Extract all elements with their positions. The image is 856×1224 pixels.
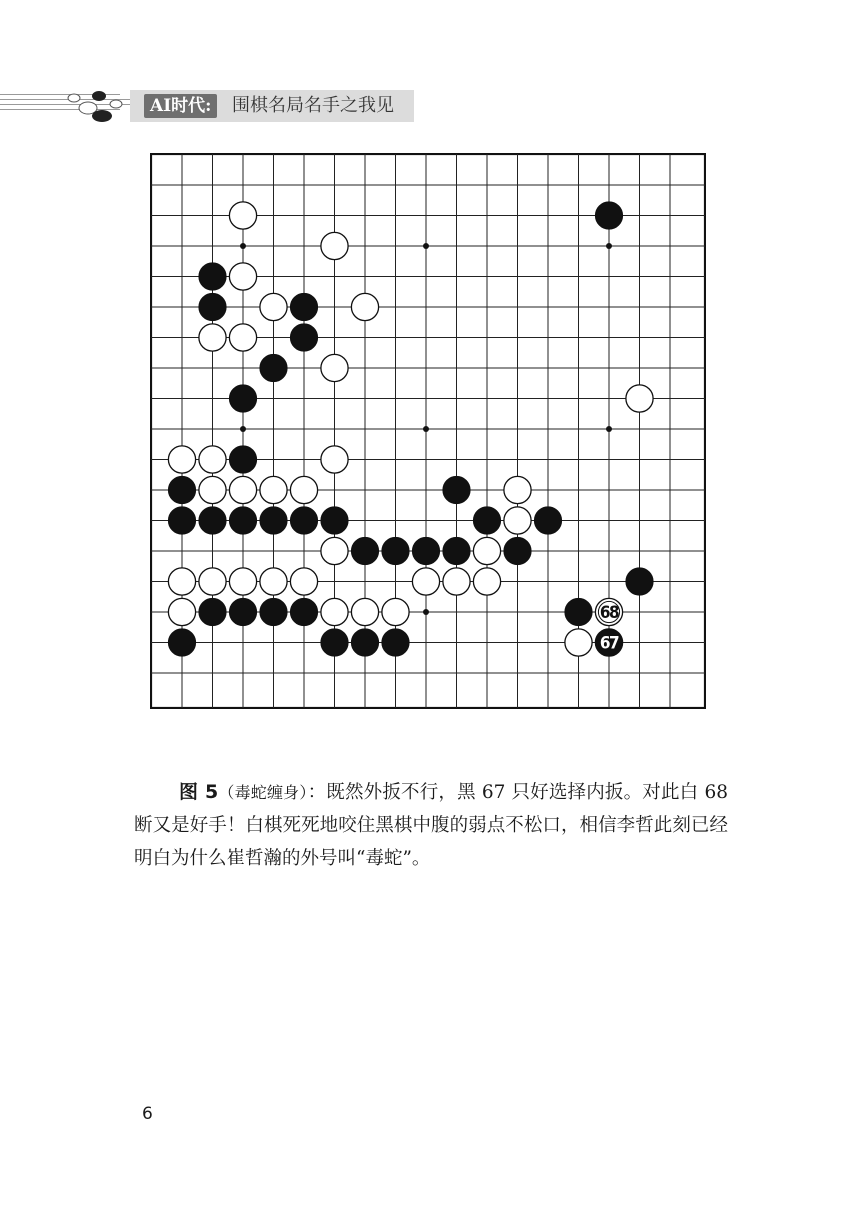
white-stone	[321, 446, 348, 473]
star-point	[423, 426, 429, 432]
black-stone	[412, 537, 439, 564]
white-stone	[260, 568, 287, 595]
black-stone	[351, 537, 378, 564]
white-stone	[229, 263, 256, 290]
black-stone	[290, 507, 317, 534]
white-stone	[229, 324, 256, 351]
white-stone	[412, 568, 439, 595]
black-stone	[199, 598, 226, 625]
black-stone	[229, 598, 256, 625]
black-stone	[382, 537, 409, 564]
move-number-label: 67	[599, 633, 619, 654]
black-stone	[565, 598, 592, 625]
white-stone	[199, 476, 226, 503]
white-stone	[199, 446, 226, 473]
black-stone	[321, 507, 348, 534]
white-stone	[321, 232, 348, 259]
black-stone	[321, 629, 348, 656]
black-stone	[229, 446, 256, 473]
white-stone	[199, 568, 226, 595]
white-stone	[199, 324, 226, 351]
white-stone	[321, 537, 348, 564]
white-stone	[168, 446, 195, 473]
black-stone	[351, 629, 378, 656]
go-stones-logo-icon	[58, 82, 138, 126]
white-stone	[351, 293, 378, 320]
black-stone	[168, 629, 195, 656]
black-stone	[473, 507, 500, 534]
black-stone	[260, 507, 287, 534]
header-badge: AI时代:	[144, 94, 217, 118]
star-point	[240, 426, 246, 432]
black-stone	[290, 324, 317, 351]
white-stone	[382, 598, 409, 625]
black-stone	[199, 293, 226, 320]
caption-body: ：既然外扳不行，黑 67 只好选择内扳。对此白 68 断又是好手！白棋死死地咬住黑棋中腹的弱点不松口，相信李哲此刻已经明白为什么崔哲瀚的外号叫“毒蛇”。	[134, 782, 728, 869]
star-point	[606, 243, 612, 249]
white-stone	[168, 568, 195, 595]
go-board-diagram	[150, 153, 706, 709]
white-stone	[229, 476, 256, 503]
black-stone	[290, 598, 317, 625]
go-board	[150, 153, 706, 709]
white-stone	[504, 476, 531, 503]
white-stone	[229, 202, 256, 229]
white-stone	[626, 385, 653, 412]
black-stone	[595, 202, 622, 229]
white-stone	[473, 537, 500, 564]
black-stone	[229, 507, 256, 534]
star-point	[423, 609, 429, 615]
white-stone	[504, 507, 531, 534]
white-stone	[168, 598, 195, 625]
book-title: 围棋名局名手之我见	[232, 95, 394, 116]
figure-subtitle: （毒蛇缠身）	[218, 783, 308, 802]
black-stone	[626, 568, 653, 595]
black-stone	[168, 476, 195, 503]
black-stone	[260, 598, 287, 625]
white-stone	[260, 293, 287, 320]
black-stone	[260, 354, 287, 381]
black-stone	[443, 537, 470, 564]
figure-label: 图 5	[179, 781, 219, 803]
move-number-label: 68	[599, 603, 619, 623]
black-stone	[199, 507, 226, 534]
black-stone	[443, 476, 470, 503]
white-stone	[473, 568, 500, 595]
black-stone	[504, 537, 531, 564]
black-stone	[168, 507, 195, 534]
black-stone	[382, 629, 409, 656]
white-stone	[321, 598, 348, 625]
white-stone	[229, 568, 256, 595]
star-point	[606, 426, 612, 432]
white-stone	[351, 598, 378, 625]
black-stone	[534, 507, 561, 534]
black-stone	[199, 263, 226, 290]
white-stone	[290, 476, 317, 503]
white-stone	[321, 354, 348, 381]
white-stone	[290, 568, 317, 595]
white-stone	[443, 568, 470, 595]
white-stone	[260, 476, 287, 503]
star-point	[240, 243, 246, 249]
black-stone	[290, 293, 317, 320]
page-number: 6	[142, 1104, 153, 1124]
white-stone	[565, 629, 592, 656]
figure-caption	[134, 776, 728, 875]
running-header	[0, 78, 420, 128]
star-point	[423, 243, 429, 249]
black-stone	[229, 385, 256, 412]
